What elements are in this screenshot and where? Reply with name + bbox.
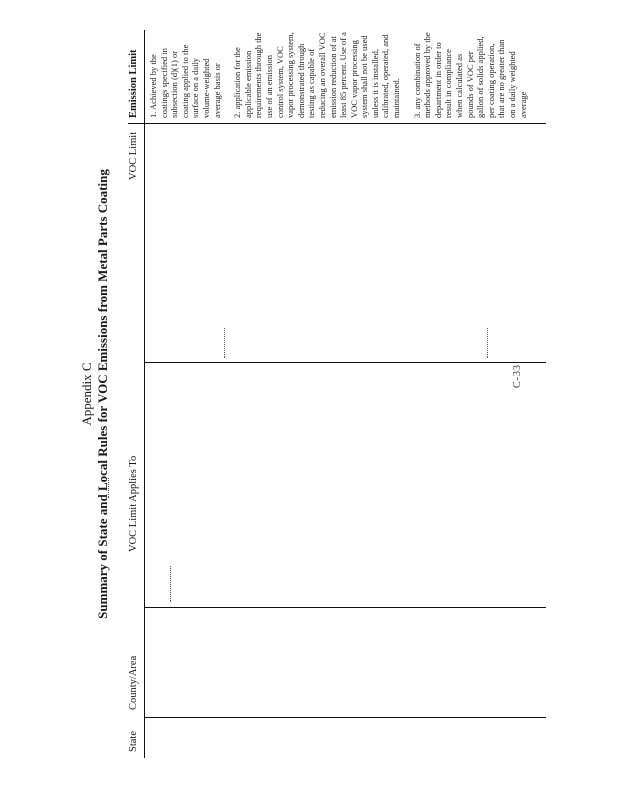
scan-artifact xyxy=(224,328,225,358)
scan-artifact xyxy=(108,478,109,498)
emission-limit-paragraph-2: 2. application for the applicable emission requirements through the use of an emission control system, VOC vapor processing system, demonstrated through testing as capable of reducing an overall VOC emission reduction of at least 85 percent. Use of a VOC vapor processing system shall not be used unless it is installed, calibrated, operated, and maintained. xyxy=(232,32,402,118)
rotated-document-page xyxy=(72,30,546,758)
scan-artifact xyxy=(487,328,488,358)
header-emission-limit: Emission Limit xyxy=(128,49,139,118)
column-divider-county xyxy=(144,607,546,608)
emission-limit-paragraph-3: 3. any combination of methods approved by the department in order to result in compliance when calculated as pounds of VOC per gallon of solids applied, per coating operation, that are no greater than on a daily weighted average xyxy=(411,32,528,118)
column-divider-voc-limit xyxy=(128,123,546,124)
scan-artifact xyxy=(170,566,171,602)
header-voc-limit-applies-to: VOC Limit Applies To xyxy=(128,455,139,552)
header-rule xyxy=(144,30,145,758)
document-subtitle: Summary of State and Local Rules for VOC Emissions from Metal Parts Coating xyxy=(95,169,110,619)
header-voc-limit: VOC Limit xyxy=(128,131,139,180)
column-divider-state xyxy=(144,717,546,718)
header-county-area: County/Area xyxy=(128,655,139,710)
column-divider-applies-to xyxy=(144,362,546,363)
header-state: State xyxy=(128,731,139,752)
emission-limit-paragraph-1: 1. Achieved by the coatings specified in subsection (d)(1) or coating applied to the surface on a daily volume-weighted average basis or xyxy=(148,44,222,118)
emission-limit-cell xyxy=(148,32,538,118)
document-title: Appendix C xyxy=(79,362,94,426)
page-number: C-33 xyxy=(512,364,523,388)
